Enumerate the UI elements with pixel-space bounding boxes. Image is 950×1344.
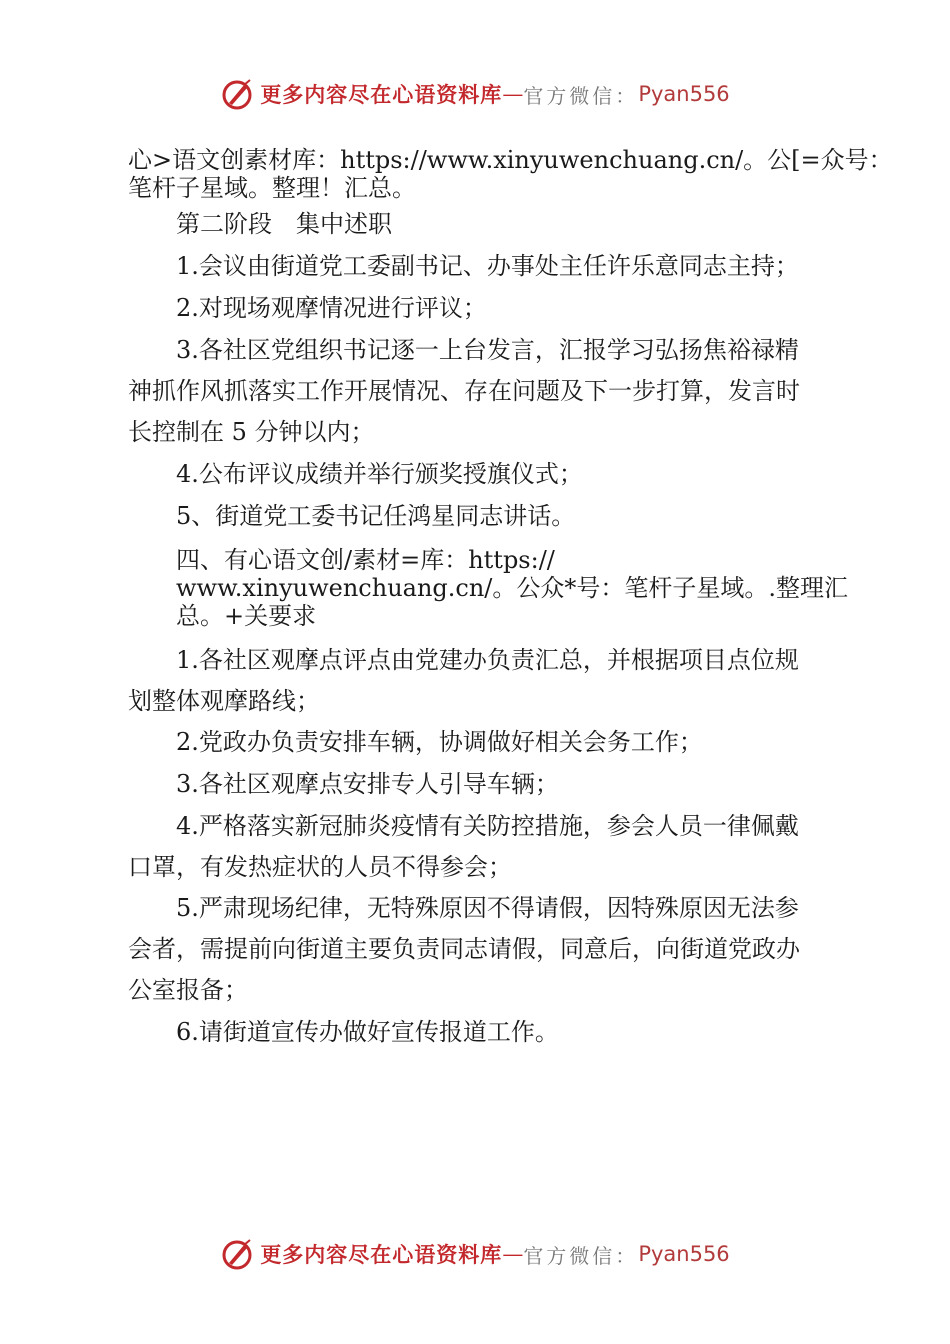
text-line: 四、有心语文创/素材=库：https://	[128, 546, 555, 574]
text-line: 1.各社区观摩点评点由党建办负责汇总，并根据项目点位规	[128, 646, 799, 674]
paragraph	[128, 722, 848, 763]
header-banner	[0, 72, 950, 116]
banner-account: Pyan556	[638, 1242, 730, 1266]
text-line: 4.公布评议成绩并举行颁奖授旗仪式；	[128, 460, 583, 488]
banner-account: Pyan556	[638, 82, 730, 106]
text-line: 第二阶段 集中述职	[128, 210, 392, 238]
footer-banner	[0, 1232, 950, 1276]
paragraph	[128, 888, 848, 1011]
paragraph	[128, 764, 848, 805]
text-line: 长控制在 5 分钟以内；	[128, 418, 375, 446]
text-line: 5.严肃现场纪律，无特殊原因不得请假，因特殊原因无法参	[128, 894, 799, 922]
banner-dash: —	[502, 82, 524, 106]
section-heading	[128, 204, 848, 245]
paragraph	[128, 496, 848, 537]
text-line: 6.请街道宣传办做好宣传报道工作。	[128, 1018, 559, 1046]
text-line: 神抓作风抓落实工作开展情况、存在问题及下一步打算，发言时	[128, 377, 800, 405]
paragraph	[128, 1012, 848, 1053]
quill-logo-icon	[220, 1237, 254, 1271]
section-heading-requirements	[128, 546, 848, 630]
text-line: 划整体观摩路线；	[128, 687, 320, 715]
text-line: 3.各社区观摩点安排专人引导车辆；	[128, 770, 559, 798]
paragraph	[128, 246, 848, 287]
text-line: 4.严格落实新冠肺炎疫情有关防控措施，参会人员一律佩戴	[128, 812, 799, 840]
text-line: 笔杆子星域。整理！汇总。	[128, 174, 416, 202]
text-line: 2.对现场观摩情况进行评议；	[128, 294, 487, 322]
paragraph-source-note	[128, 146, 893, 202]
text-line: 口罩，有发热症状的人员不得参会；	[128, 853, 512, 881]
text-line: 5、街道党工委书记任鸿星同志讲话。	[128, 502, 576, 530]
banner-brand: 更多内容尽在心语资料库	[260, 1242, 503, 1267]
banner-wechat-label: 官方微信：	[523, 83, 639, 108]
text-line: 1.会议由街道党工委副书记、办事处主任许乐意同志主持；	[128, 252, 799, 280]
text-line: 心>语文创素材库：https://www.xinyuwenchuang.cn/。公[=众号：	[128, 146, 893, 174]
banner-dash: —	[502, 1242, 524, 1266]
quill-logo-icon	[220, 77, 254, 111]
paragraph	[128, 288, 848, 329]
text-line: www.xinyuwenchuang.cn/。公众*号：笔杆子星域。.整理汇	[128, 574, 849, 602]
banner-brand: 更多内容尽在心语资料库	[260, 82, 503, 107]
text-line: 公室报备；	[128, 976, 248, 1004]
paragraph	[128, 330, 848, 453]
paragraph	[128, 640, 848, 722]
paragraph	[128, 806, 848, 888]
banner-wechat-label: 官方微信：	[523, 1243, 639, 1268]
text-line: 总。+关要求	[128, 602, 317, 630]
text-line: 会者，需提前向街道主要负责同志请假，同意后，向街道党政办	[128, 935, 800, 963]
paragraph	[128, 454, 848, 495]
text-line: 2.党政办负责安排车辆，协调做好相关会务工作；	[128, 728, 703, 756]
text-line: 3.各社区党组织书记逐一上台发言，汇报学习弘扬焦裕禄精	[128, 336, 799, 364]
